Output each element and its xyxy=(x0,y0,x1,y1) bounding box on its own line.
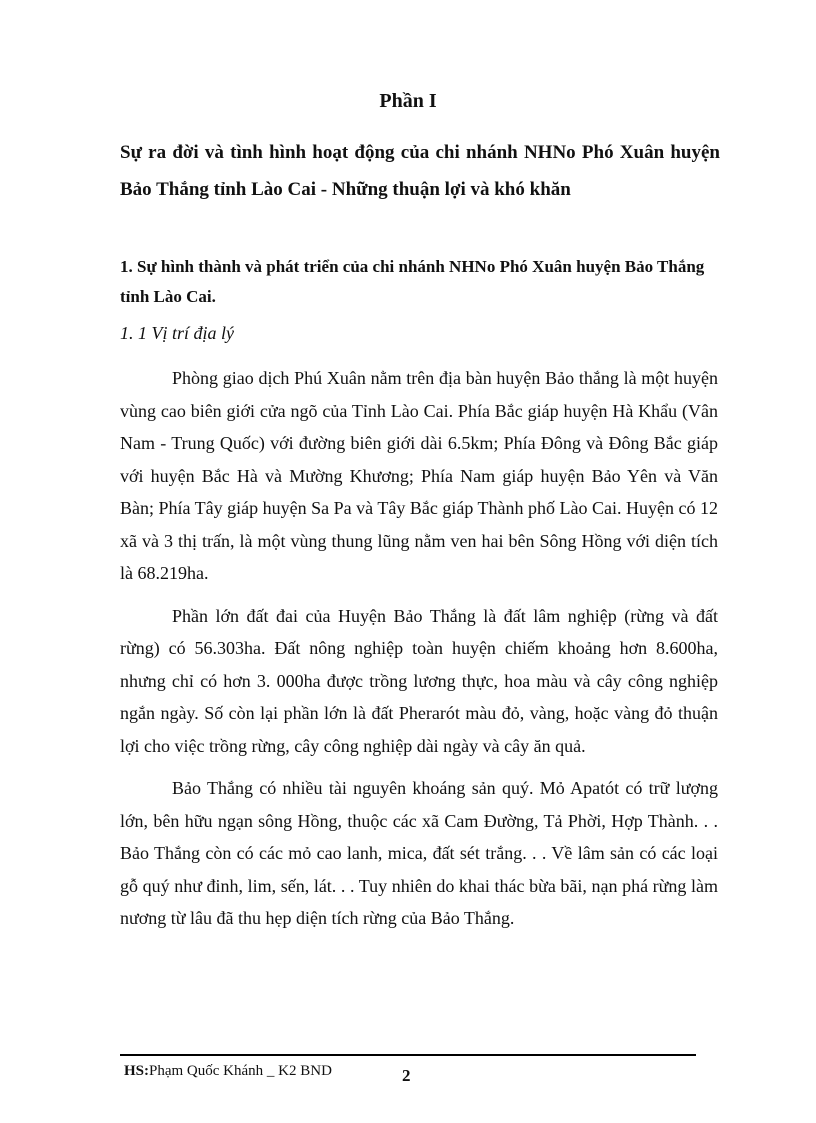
footer-hs-label: HS: xyxy=(124,1063,150,1079)
chapter-title: Sự ra đời và tình hình hoạt động của chi nhánh NHNo Phó Xuân huyện Bảo Thắng tỉnh Lào Cai - Những thuận lợi và khó khăn xyxy=(120,142,720,200)
paragraph: Phòng giao dịch Phú Xuân nằm trên địa bàn huyện Bảo thắng là một huyện vùng cao biên giới cửa ngõ của Tỉnh Lào Cai. Phía Bắc giáp huyện Hà Khẩu (Vân Nam - Trung Quốc) với đường biên giới dài 6.5km; Phía Đông và Đông Bắc giáp với huyện Bắc Hà và Mường Khương; Phía Nam giáp huyện Bảo Yên và Văn Bàn; Phía Tây giáp huyện Sa Pa và Tây Bắc giáp Thành phố Lào Cai. Huyện có 12 xã và 3 thị trấn, là một vùng thung lũng nằm ven hai bên Sông Hồng với diện tích là 68.219ha. xyxy=(120,368,718,583)
section-heading: 1. Sự hình thành và phát triển của chi nhánh NHNo Phó Xuân huyện Bảo Thắng tỉnh Lào Cai. xyxy=(120,257,705,306)
footer-divider xyxy=(120,1054,696,1056)
page-number: 2 xyxy=(402,1066,411,1085)
footer-author-name: Phạm Quốc Khánh _ K2 BND xyxy=(149,1063,332,1079)
body-text xyxy=(120,362,718,945)
paragraph: Bảo Thắng có nhiều tài nguyên khoáng sản quý. Mỏ Apatót có trữ lượng lớn, bên hữu ngạn sông Hồng, thuộc các xã Cam Đường, Tả Phời, Hợp Thành. . . Bảo Thắng còn có các mỏ cao lanh, mica, đất sét trắng. . . Về lâm sản có các loại gỗ quý như đinh, lim, sến, lát. . . Tuy nhiên do khai thác bừa bãi, nạn phá rừng làm nương từ lâu đã thu hẹp diện tích rừng của Bảo Thắng. xyxy=(120,778,718,928)
subsection-heading: 1. 1 Vị trí địa lý xyxy=(120,323,234,343)
footer-author xyxy=(124,1063,332,1080)
part-title: Phần I xyxy=(379,90,437,112)
paragraph: Phần lớn đất đai của Huyện Bảo Thắng là đất lâm nghiệp (rừng và đất rừng) có 56.303ha. Đất nông nghiệp toàn huyện chiếm khoảng hơn 8.600ha, nhưng chỉ có hơn 3. 000ha được trồng lương thực, hoa màu và cây công nghiệp ngắn ngày. Số còn lại phần lớn là đất Pherarót màu đỏ, vàng, hoặc vàng đỏ thuận lợi cho việc trồng rừng, cây công nghiệp dài ngày và cây ăn quả. xyxy=(120,605,718,756)
